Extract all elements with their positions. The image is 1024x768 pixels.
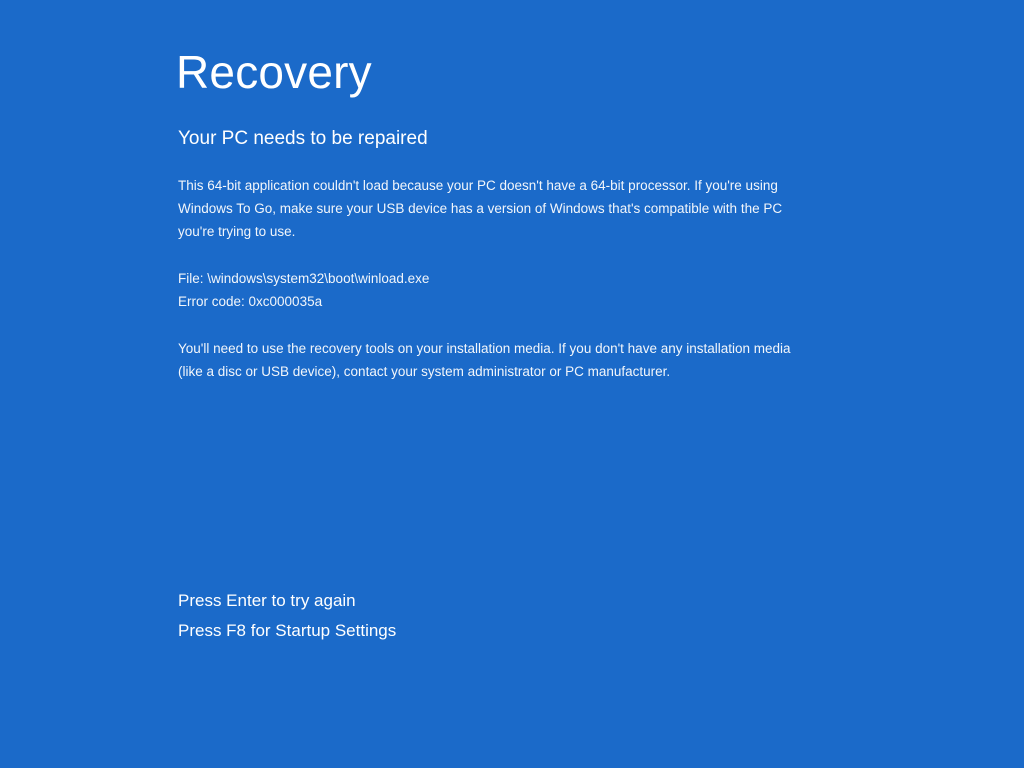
recovery-content <box>178 44 878 397</box>
page-title: Recovery <box>176 46 372 98</box>
press-f8-prompt: Press F8 for Startup Settings <box>178 621 397 640</box>
error-file-line: File: \windows\system32\boot\winload.exe <box>178 271 430 286</box>
press-enter-prompt: Press Enter to try again <box>178 591 356 610</box>
error-description: This 64-bit application couldn't load because your PC doesn't have a 64-bit processor. If you're using Windows To Go, make sure your USB device has a version of Windows that's compatible with the PC you're trying to use. <box>178 178 783 239</box>
error-code-line: Error code: 0xc000035a <box>178 294 323 309</box>
page-subtitle: Your PC needs to be repaired <box>178 128 428 149</box>
key-prompts <box>178 586 778 646</box>
error-details <box>178 267 788 313</box>
recovery-instructions: You'll need to use the recovery tools on your installation media. If you don't have any installation media (like a disc or USB device), contact your system administrator or PC manufacturer. <box>178 341 791 379</box>
